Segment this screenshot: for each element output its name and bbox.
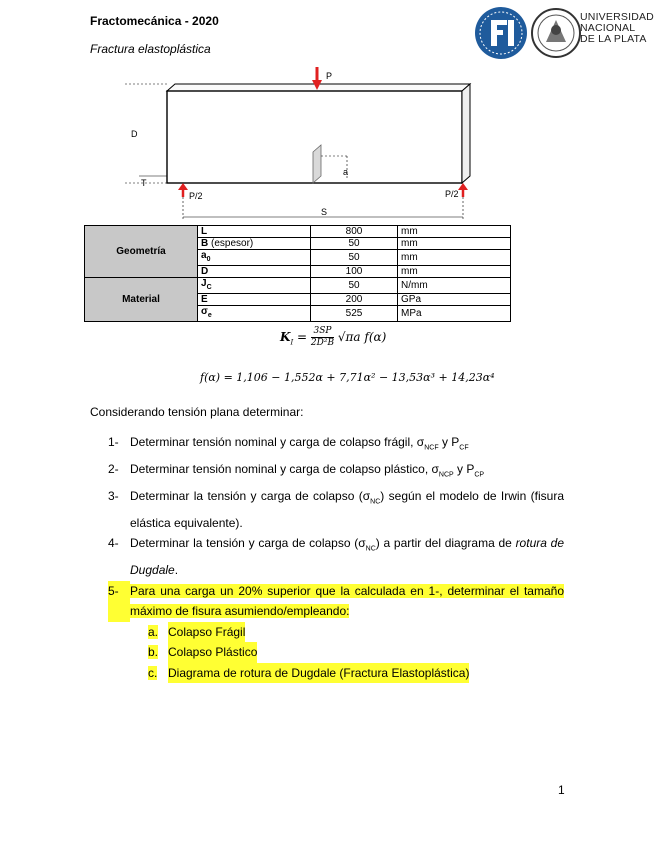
symbol-subscript: e bbox=[207, 312, 212, 319]
sub-item-text: Diagrama de rotura de Dugdale (Fractura Elastoplástica) bbox=[168, 663, 469, 684]
task-list bbox=[108, 432, 564, 683]
value-cell: 50 bbox=[311, 278, 398, 294]
sub-item-text: Colapso Frágil bbox=[168, 622, 245, 643]
group-material: Material bbox=[85, 278, 198, 322]
text-part: Determinar la tensión y carga de colapso (σ bbox=[130, 536, 366, 551]
value-cell: 800 bbox=[311, 226, 398, 238]
value-cell: 100 bbox=[311, 266, 398, 278]
value-cell: 50 bbox=[311, 250, 398, 266]
text-sub: CP bbox=[474, 471, 485, 479]
unit-cell: N/mm bbox=[398, 278, 511, 294]
item-text bbox=[130, 581, 564, 622]
support-left-label: P/2 bbox=[189, 191, 203, 201]
text-sub: NCF bbox=[424, 444, 439, 452]
formula-fraction bbox=[311, 326, 334, 349]
text-sub: NCP bbox=[438, 471, 454, 479]
item-number: 2- bbox=[108, 461, 119, 476]
intro-text: Considerando tensión plana determinar: bbox=[90, 405, 304, 419]
table-row bbox=[85, 278, 511, 294]
thickness-label: T bbox=[141, 178, 147, 188]
sub-item-letter: a. bbox=[148, 624, 159, 639]
unlp-wordmark bbox=[580, 12, 654, 45]
item-number: 3- bbox=[108, 488, 119, 503]
text-part: ) según el modelo de Irwin (fisura elástica equivalente). bbox=[130, 488, 564, 530]
unit-cell: mm bbox=[398, 266, 511, 278]
geometry-function-formula: f(α) = 1,106 − 1,552α + 7,71α² − 13,53α³ + 14,23α⁴ bbox=[200, 371, 495, 384]
text-part: y P bbox=[438, 435, 460, 449]
document-title: Fractomecánica - 2020 bbox=[90, 14, 219, 28]
document-subtitle: Fractura elastoplástica bbox=[90, 42, 211, 56]
sub-item-letter: c. bbox=[148, 665, 158, 680]
list-item bbox=[108, 459, 564, 486]
sub-item bbox=[108, 642, 564, 663]
text-sub: CF bbox=[459, 444, 469, 452]
list-item bbox=[108, 432, 564, 459]
unit-cell: MPa bbox=[398, 306, 511, 322]
text-part: y P bbox=[453, 461, 475, 476]
unit-cell: mm bbox=[398, 238, 511, 250]
stress-intensity-formula: $K_I$ = $\frac{3SP}{\text{2D²B}}$ √πa f(α) bbox=[280, 326, 387, 348]
text-sub: NC bbox=[365, 545, 376, 553]
item-number: 5- bbox=[108, 581, 130, 622]
item-text bbox=[130, 486, 564, 533]
formula-denominator: 2D²B bbox=[310, 338, 335, 348]
text-sub: NC bbox=[370, 498, 381, 506]
list-item-highlighted bbox=[108, 581, 564, 622]
sub-item-text: Colapso Plástico bbox=[168, 642, 257, 663]
unlp-seal bbox=[532, 9, 580, 57]
text-part: Determinar tensión nominal y carga de colapso plástico, σ bbox=[130, 461, 439, 476]
symbol-cell bbox=[198, 306, 311, 322]
text-part: Para una carga un 20% superior que la calculada en 1-, determinar el tamaño máximo de fisura asumiendo/empleando: bbox=[130, 583, 564, 619]
load-top-label: P bbox=[326, 71, 333, 81]
properties-table bbox=[84, 225, 511, 322]
page-number: 1 bbox=[558, 783, 565, 797]
list-item bbox=[108, 533, 564, 580]
sub-item bbox=[108, 622, 564, 643]
symbol-cell bbox=[198, 250, 311, 266]
value-cell: 50 bbox=[311, 238, 398, 250]
support-right-label: P/2 bbox=[445, 189, 459, 199]
height-label: D bbox=[131, 129, 138, 139]
item-number: 1- bbox=[108, 435, 119, 449]
text-part: Determinar la tensión y carga de colapso (σ bbox=[130, 488, 371, 503]
beam-diagram bbox=[125, 64, 480, 224]
symbol-cell bbox=[198, 278, 311, 294]
symbol: L bbox=[201, 226, 208, 237]
unlp-line: NACIONAL bbox=[580, 22, 636, 34]
symbol-subscript: 0 bbox=[206, 256, 211, 263]
fi-logo bbox=[475, 7, 527, 59]
unit-cell: mm bbox=[398, 250, 511, 266]
unit-cell: mm bbox=[398, 226, 511, 238]
unit-cell: GPa bbox=[398, 294, 511, 306]
symbol-cell bbox=[198, 238, 311, 250]
item-text bbox=[130, 533, 564, 580]
text-part: ) a partir del diagrama de bbox=[375, 536, 516, 551]
item-text bbox=[130, 459, 564, 486]
text-part: . bbox=[174, 563, 179, 578]
support-arrow-left bbox=[178, 183, 188, 197]
crack-label: a bbox=[343, 167, 349, 177]
unlp-line: UNIVERSIDAD bbox=[580, 11, 654, 23]
symbol: a bbox=[201, 250, 207, 261]
value-cell: 200 bbox=[311, 294, 398, 306]
symbol-note: (espesor) bbox=[208, 238, 254, 249]
symbol: B bbox=[201, 238, 209, 249]
list-item bbox=[108, 486, 564, 533]
value-cell: 525 bbox=[311, 306, 398, 322]
symbol-cell bbox=[198, 294, 311, 306]
symbol: E bbox=[201, 294, 208, 305]
formula-numerator: 3SP bbox=[311, 326, 334, 338]
symbol-cell bbox=[198, 226, 311, 238]
item-text bbox=[130, 432, 564, 459]
unlp-line: DE LA PLATA bbox=[580, 33, 647, 45]
formula-lhs-sub: I bbox=[290, 338, 294, 347]
item-number: 4- bbox=[108, 536, 119, 551]
support-arrow-right bbox=[458, 183, 468, 197]
span-label: S bbox=[321, 207, 328, 217]
symbol: D bbox=[201, 266, 209, 277]
symbol-cell bbox=[198, 266, 311, 278]
formula-rest: √πa f(α) bbox=[337, 330, 387, 344]
sub-item-letter: b. bbox=[148, 645, 159, 660]
symbol-subscript: C bbox=[206, 284, 212, 291]
sub-item bbox=[108, 663, 564, 684]
text-part: Determinar tensión nominal y carga de colapso frágil, σ bbox=[130, 435, 425, 449]
table-row bbox=[85, 226, 511, 238]
text-italic: rotura de Dugdale bbox=[130, 536, 564, 578]
group-geometry: Geometría bbox=[85, 226, 198, 278]
formula-lhs: K bbox=[280, 330, 291, 344]
symbol: J bbox=[201, 278, 207, 289]
symbol: σ bbox=[201, 306, 208, 317]
